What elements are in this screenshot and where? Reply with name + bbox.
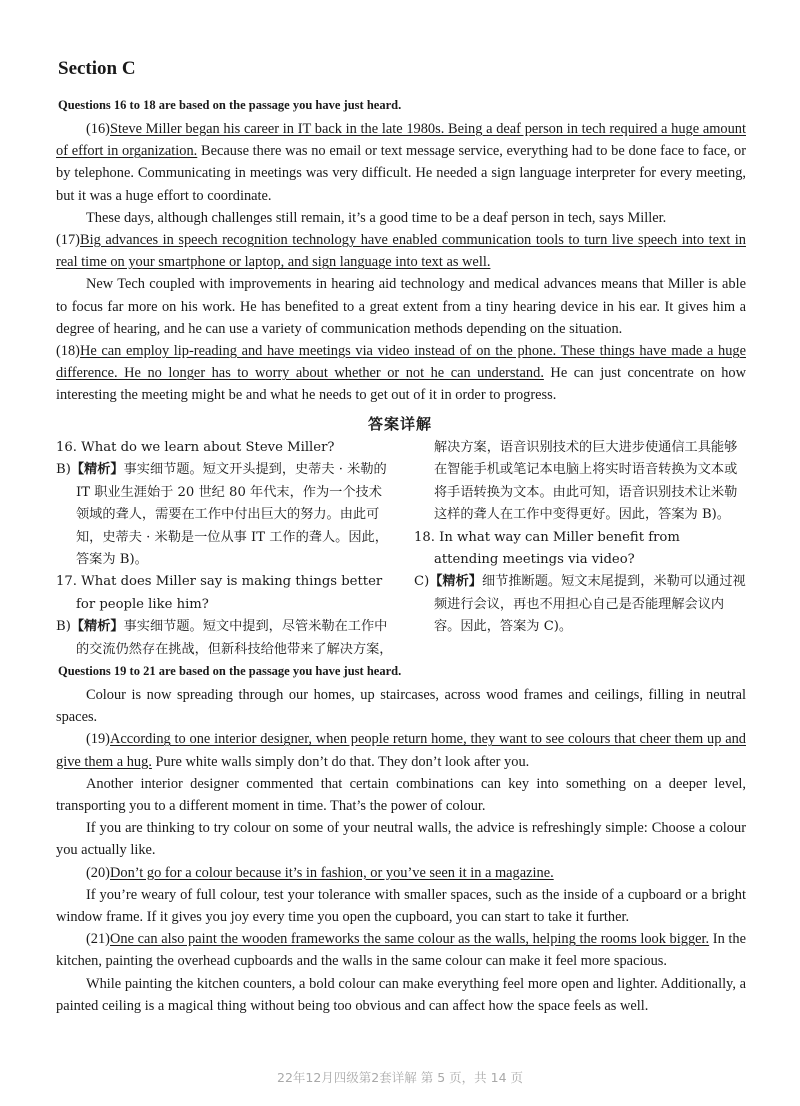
analysis-tag: 【精析】 [429,574,482,590]
answers-left-column [56,437,394,661]
paragraph-text: Because there was no email or text message service, everything had to be done face to face, or by telephone. Communicating in meetings was very difficult. He needed a sign language interpreter for every meeting, but it was a huge effort to coordinate. [56,143,746,204]
question-16: 16. What do we learn about Steve Miller? [56,440,335,455]
paragraph-text: New Tech coupled with improvements in hearing aid technology and medical advances means that Miller is able to focus far more on his work. He has benefited to a great extent from a tiny hearing device in his ear. It gives him a degree of hearing, and he can use a variety of communication methods depending on the situation. [56,276,746,337]
answer-letter: B) [56,462,71,478]
passage1-paragraph-1 [56,118,746,207]
paragraph-text: In the kitchen, painting the overhead cupboards and the walls in the same colour can make it feel more spacious. [56,931,746,970]
analysis-tag: 【精析】 [70,462,124,478]
passage2-paragraph-3: Another interior designer commented that certain combinations can key into something on a deeper level, transporting you to a different moment in time. That’s the power of colour. [56,775,746,815]
passage1-paragraph-3b [56,340,746,407]
answer-17-continued [414,437,746,527]
answer-17 [56,616,394,661]
passage2 [56,684,746,1017]
answer-letter: C) [414,574,430,590]
underlined-answer-21: One can also paint the wooden frameworks the same colour as the walls, helping the rooms look bigger. [109,931,710,948]
passage1-heading: Questions 16 to 18 are based on the passage you have just heard. [58,98,402,112]
answers-right-column [414,437,746,639]
question-marker-16: (16) [86,121,110,137]
passage2-paragraph-2 [56,728,746,772]
answers-title: 答案详解 [367,415,432,433]
analysis-tag: 【精析】 [70,619,124,635]
analysis-text-continued: 解决方案，语音识别技术的巨大进步使通信工具能够在智能手机或笔记本电脑上将实时语音转换为文本或将手语转换为文本。由此可知，语音识别技术让米勒这样的聋人在工作中变得更好。因此，答案为 B)。 [434,440,738,523]
answer-letter: B) [56,619,71,635]
passage1-paragraph-3 [56,273,746,340]
analysis-text: 事实细节题。短文开头提到，史蒂夫 · 米勒的 IT 职业生涯始于 20 世纪 80 年代末，作为一个技术领域的聋人，需要在工作中付出巨大的努力。由此可知，史蒂夫 · 米勒是一位从事 IT 工作的聋人。因此，答案为 B)。 [76,462,388,568]
underlined-answer-17: Big advances in speech recognition technology have enabled communication tools to turn live speech into text in real time on your smartphone or laptop, and sign language into text as well. [56,232,746,271]
answer-18 [414,571,746,638]
question-marker-17: (17) [56,232,80,249]
passage2-paragraph-6: If you’re weary of full colour, test your tolerance with smaller spaces, such as the inside of a cupboard or a bright window frame. If it gives you joy every time you open the cupboard, you can start to take it further. [56,886,746,926]
question-marker-20: (20) [86,864,110,881]
analysis-text: 细节推断题。短文末尾提到，米勒可以通过视频进行会议，再也不用担心自己是否能理解会议内容。因此，答案为 C)。 [434,574,746,635]
analysis-text: 事实细节题。短文中提到，尽管米勒在工作中的交流仍然存在挑战，但新科技给他带来了解决方案， [76,619,393,657]
question-18: 18. In what way can Miller benefit from attending meetings via video? [414,529,680,568]
passage2-paragraph-4: If you are thinking to try colour on some of your neutral walls, the advice is refreshingly simple: Choose a colour you actually like. [56,820,746,859]
passage2-paragraph-7 [56,928,746,972]
paragraph-text: Pure white walls simply don’t do that. They don’t look after you. [151,753,530,770]
passage1-paragraph-2b [56,229,746,273]
question-17: 17. What does Miller say is making things better for people like him? [56,574,383,612]
paragraph-text: He can just concentrate on how interesting the meeting might be and what he needs to get out of it in order to progress. [56,365,746,404]
passage1 [56,118,746,407]
page-footer: 22年12月四级第2套详解 第 5 页，共 14 页 [277,1070,523,1085]
paragraph-text: These days, although challenges still remain, it’s a good time to be a deaf person in tech, says Miller. [86,209,667,226]
underlined-answer-16: Steve Miller began his career in IT back in the late 1980s. Being a deaf person in tech required a huge amount of effort in organization. [56,121,746,160]
passage2-paragraph-5 [56,862,746,884]
underlined-answer-19: According to one interior designer, when people return home, they want to see colours that cheer them up and give them a hug. [56,731,746,770]
passage2-paragraph-8: While painting the kitchen counters, a bold colour can make everything feel more open and lighter. Additionally, a painted ceiling is a magical thing without being too obvious and can affect how the space feels as well. [56,975,746,1014]
underlined-answer-20: Don’t go for a colour because it’s in fashion, or you’ve seen it in a magazine. [109,864,554,881]
passage2-heading: Questions 19 to 21 are based on the passage you have just heard. [58,664,402,678]
section-title: Section C [58,58,136,79]
underlined-answer-18: He can employ lip-reading and have meetings via video instead of on the phone. These things have made a huge difference. He no longer has to worry about whether or not he can understand. [56,343,746,382]
passage1-paragraph-2 [56,207,746,229]
question-marker-18: (18) [56,343,80,360]
passage2-paragraph-1: Colour is now spreading through our homes, up staircases, across wood frames and ceilings, filling in neutral spaces. [56,687,746,726]
answer-16 [56,459,394,571]
question-marker-21: (21) [86,931,110,948]
question-marker-19: (19) [86,731,110,748]
